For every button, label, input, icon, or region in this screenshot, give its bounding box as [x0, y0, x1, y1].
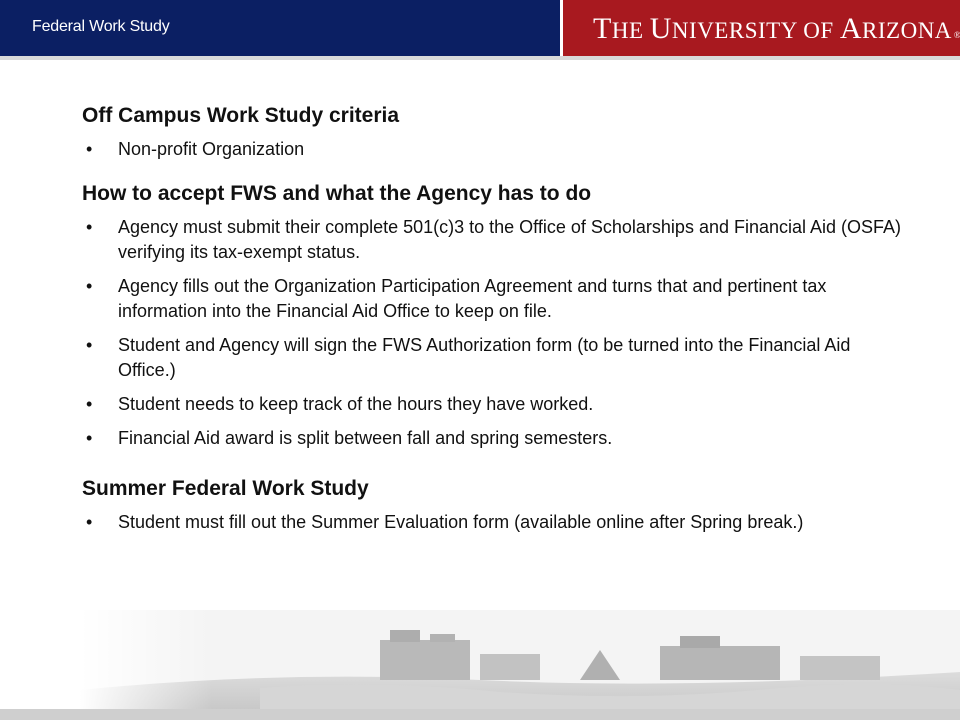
list-item: • Non-profit Organization [82, 137, 902, 162]
logo-letter-a: A [839, 12, 863, 45]
list-item: • Agency must submit their complete 501(c)3 to the Office of Scholarships and Financial Aid (OSFA) verifying its tax-exempt status. [82, 215, 902, 265]
slide-content [82, 100, 902, 535]
logo-niversity: NIVERSITY [671, 18, 804, 43]
logo-he: HE [611, 18, 650, 43]
logo-letter-t: T [593, 12, 612, 45]
section-heading-off-campus: Off Campus Work Study criteria [82, 104, 400, 127]
logo-letter-u: U [649, 12, 672, 45]
list-item: • Agency fills out the Organization Participation Agreement and turns that and pertinent tax information into the Financial Aid Office to keep on file. [82, 274, 902, 324]
slide-header [0, 0, 960, 56]
list-item: • Student needs to keep track of the hours they have worked. [82, 392, 902, 417]
header-rule [0, 56, 960, 60]
deck-title: Federal Work Study [32, 18, 170, 35]
university-logo [593, 12, 961, 46]
list-item: • Student and Agency will sign the FWS Authorization form (to be turned into the Financial Aid Office.) [82, 333, 902, 383]
accept-fws-list [82, 215, 902, 451]
campus-photo-illustration [80, 610, 960, 710]
list-item: • Financial Aid award is split between fall and spring semesters. [82, 426, 902, 451]
logo-rizona: RIZONA [862, 18, 952, 43]
header-title-band [0, 0, 560, 56]
summer-fws-list [82, 510, 902, 535]
header-logo-band [560, 0, 960, 56]
section-heading-accept-fws: How to accept FWS and what the Agency has to do [82, 182, 592, 205]
logo-of: OF [803, 18, 840, 43]
off-campus-criteria-list [82, 137, 902, 162]
footer-bar [0, 709, 960, 720]
logo-registered-mark: ® [953, 30, 961, 40]
list-item: • Student must fill out the Summer Evaluation form (available online after Spring break.) [82, 510, 902, 535]
section-heading-summer-fws: Summer Federal Work Study [82, 477, 369, 500]
